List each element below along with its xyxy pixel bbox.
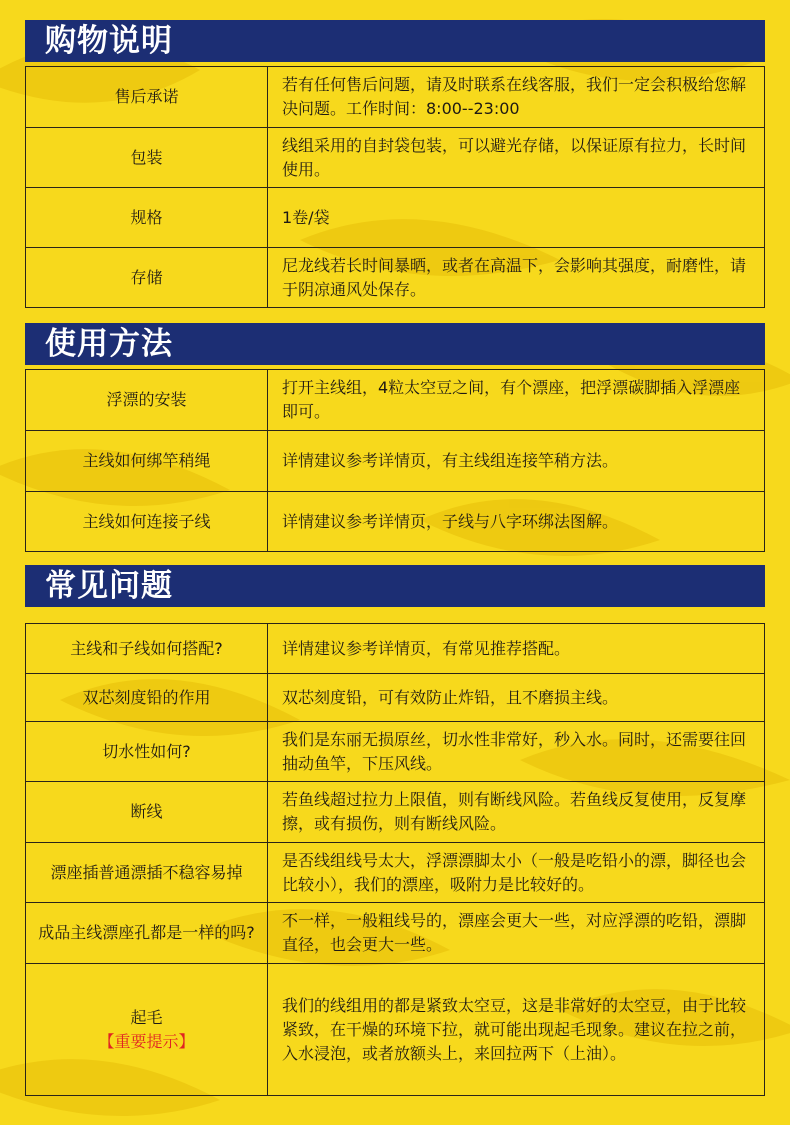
- section-shopping-info: [25, 20, 765, 308]
- row-key: 浮漂的安装: [26, 370, 268, 431]
- row-key: 主线和子线如何搭配?: [26, 624, 268, 674]
- row-value: 若有任何售后问题，请及时联系在线客服，我们一定会积极给您解决问题。工作时间：8:00--23:00: [268, 67, 765, 128]
- section-usage: [25, 323, 765, 552]
- table-row: [26, 843, 765, 903]
- row-key: 断线: [26, 782, 268, 843]
- row-value: 若鱼线超过拉力上限值，则有断线风险。若鱼线反复使用，反复摩擦，或有损伤，则有断线风险。: [268, 782, 765, 843]
- table-row: [26, 903, 765, 964]
- table-row: [26, 128, 765, 188]
- usage-table: [25, 369, 765, 552]
- row-value: 我们的线组用的都是紧致太空豆，这是非常好的太空豆，由于比较紧致，在干燥的环境下拉，就可能出现起毛现象。建议在拉之前，入水浸泡，或者放额头上，来回拉两下（上油）。: [268, 964, 765, 1096]
- table-row: [26, 782, 765, 843]
- row-value: 详情建议参考详情页，有常见推荐搭配。: [268, 624, 765, 674]
- row-key: 售后承诺: [26, 67, 268, 128]
- section-title: 购物说明: [25, 20, 765, 62]
- row-value: 尼龙线若长时间暴晒，或者在高温下，会影响其强度，耐磨性，请于阴凉通风处保存。: [268, 248, 765, 308]
- row-value: 双芯刻度铅，可有效防止炸铅，且不磨损主线。: [268, 674, 765, 722]
- important-note-label: 【重要提示】: [98, 1031, 195, 1051]
- table-row: [26, 248, 765, 308]
- row-key: 包装: [26, 128, 268, 188]
- row-value: 我们是东丽无损原丝，切水性非常好，秒入水。同时，还需要往回抽动鱼竿，下压风线。: [268, 722, 765, 782]
- section-title: 常见问题: [25, 565, 765, 607]
- row-key: 漂座插普通漂插不稳容易掉: [26, 843, 268, 903]
- row-key: 切水性如何?: [26, 722, 268, 782]
- table-row: [26, 67, 765, 128]
- table-row: [26, 624, 765, 674]
- row-value: 打开主线组，4粒太空豆之间，有个漂座，把浮漂碳脚插入浮漂座即可。: [268, 370, 765, 431]
- table-row: [26, 722, 765, 782]
- row-key: 双芯刻度铅的作用: [26, 674, 268, 722]
- table-row: [26, 188, 765, 248]
- section-faq: [25, 565, 765, 1096]
- row-value: 1卷/袋: [268, 188, 765, 248]
- table-row: [26, 370, 765, 431]
- row-key: 规格: [26, 188, 268, 248]
- row-key: 起毛: [130, 1007, 163, 1027]
- faq-table: [25, 623, 765, 1096]
- table-row: [26, 964, 765, 1096]
- row-value: 详情建议参考详情页，子线与八字环绑法图解。: [268, 492, 765, 552]
- row-value: 线组采用的自封袋包装，可以避光存储，以保证原有拉力，长时间使用。: [268, 128, 765, 188]
- row-value: 不一样，一般粗线号的，漂座会更大一些，对应浮漂的吃铅，漂脚直径，也会更大一些。: [268, 903, 765, 964]
- section-title: 使用方法: [25, 323, 765, 365]
- table-row: [26, 674, 765, 722]
- row-key: 主线如何绑竿稍绳: [26, 431, 268, 492]
- row-key: 成品主线漂座孔都是一样的吗?: [26, 903, 268, 964]
- row-key: 存储: [26, 248, 268, 308]
- row-key: 主线如何连接子线: [26, 492, 268, 552]
- table-row: [26, 492, 765, 552]
- row-value: 是否线组线号太大，浮漂漂脚太小（一般是吃铅小的漂，脚径也会比较小），我们的漂座，吸附力是比较好的。: [268, 843, 765, 903]
- table-row: [26, 431, 765, 492]
- shopping-info-table: [25, 66, 765, 308]
- row-key-with-note: [26, 964, 268, 1096]
- row-value: 详情建议参考详情页，有主线组连接竿稍方法。: [268, 431, 765, 492]
